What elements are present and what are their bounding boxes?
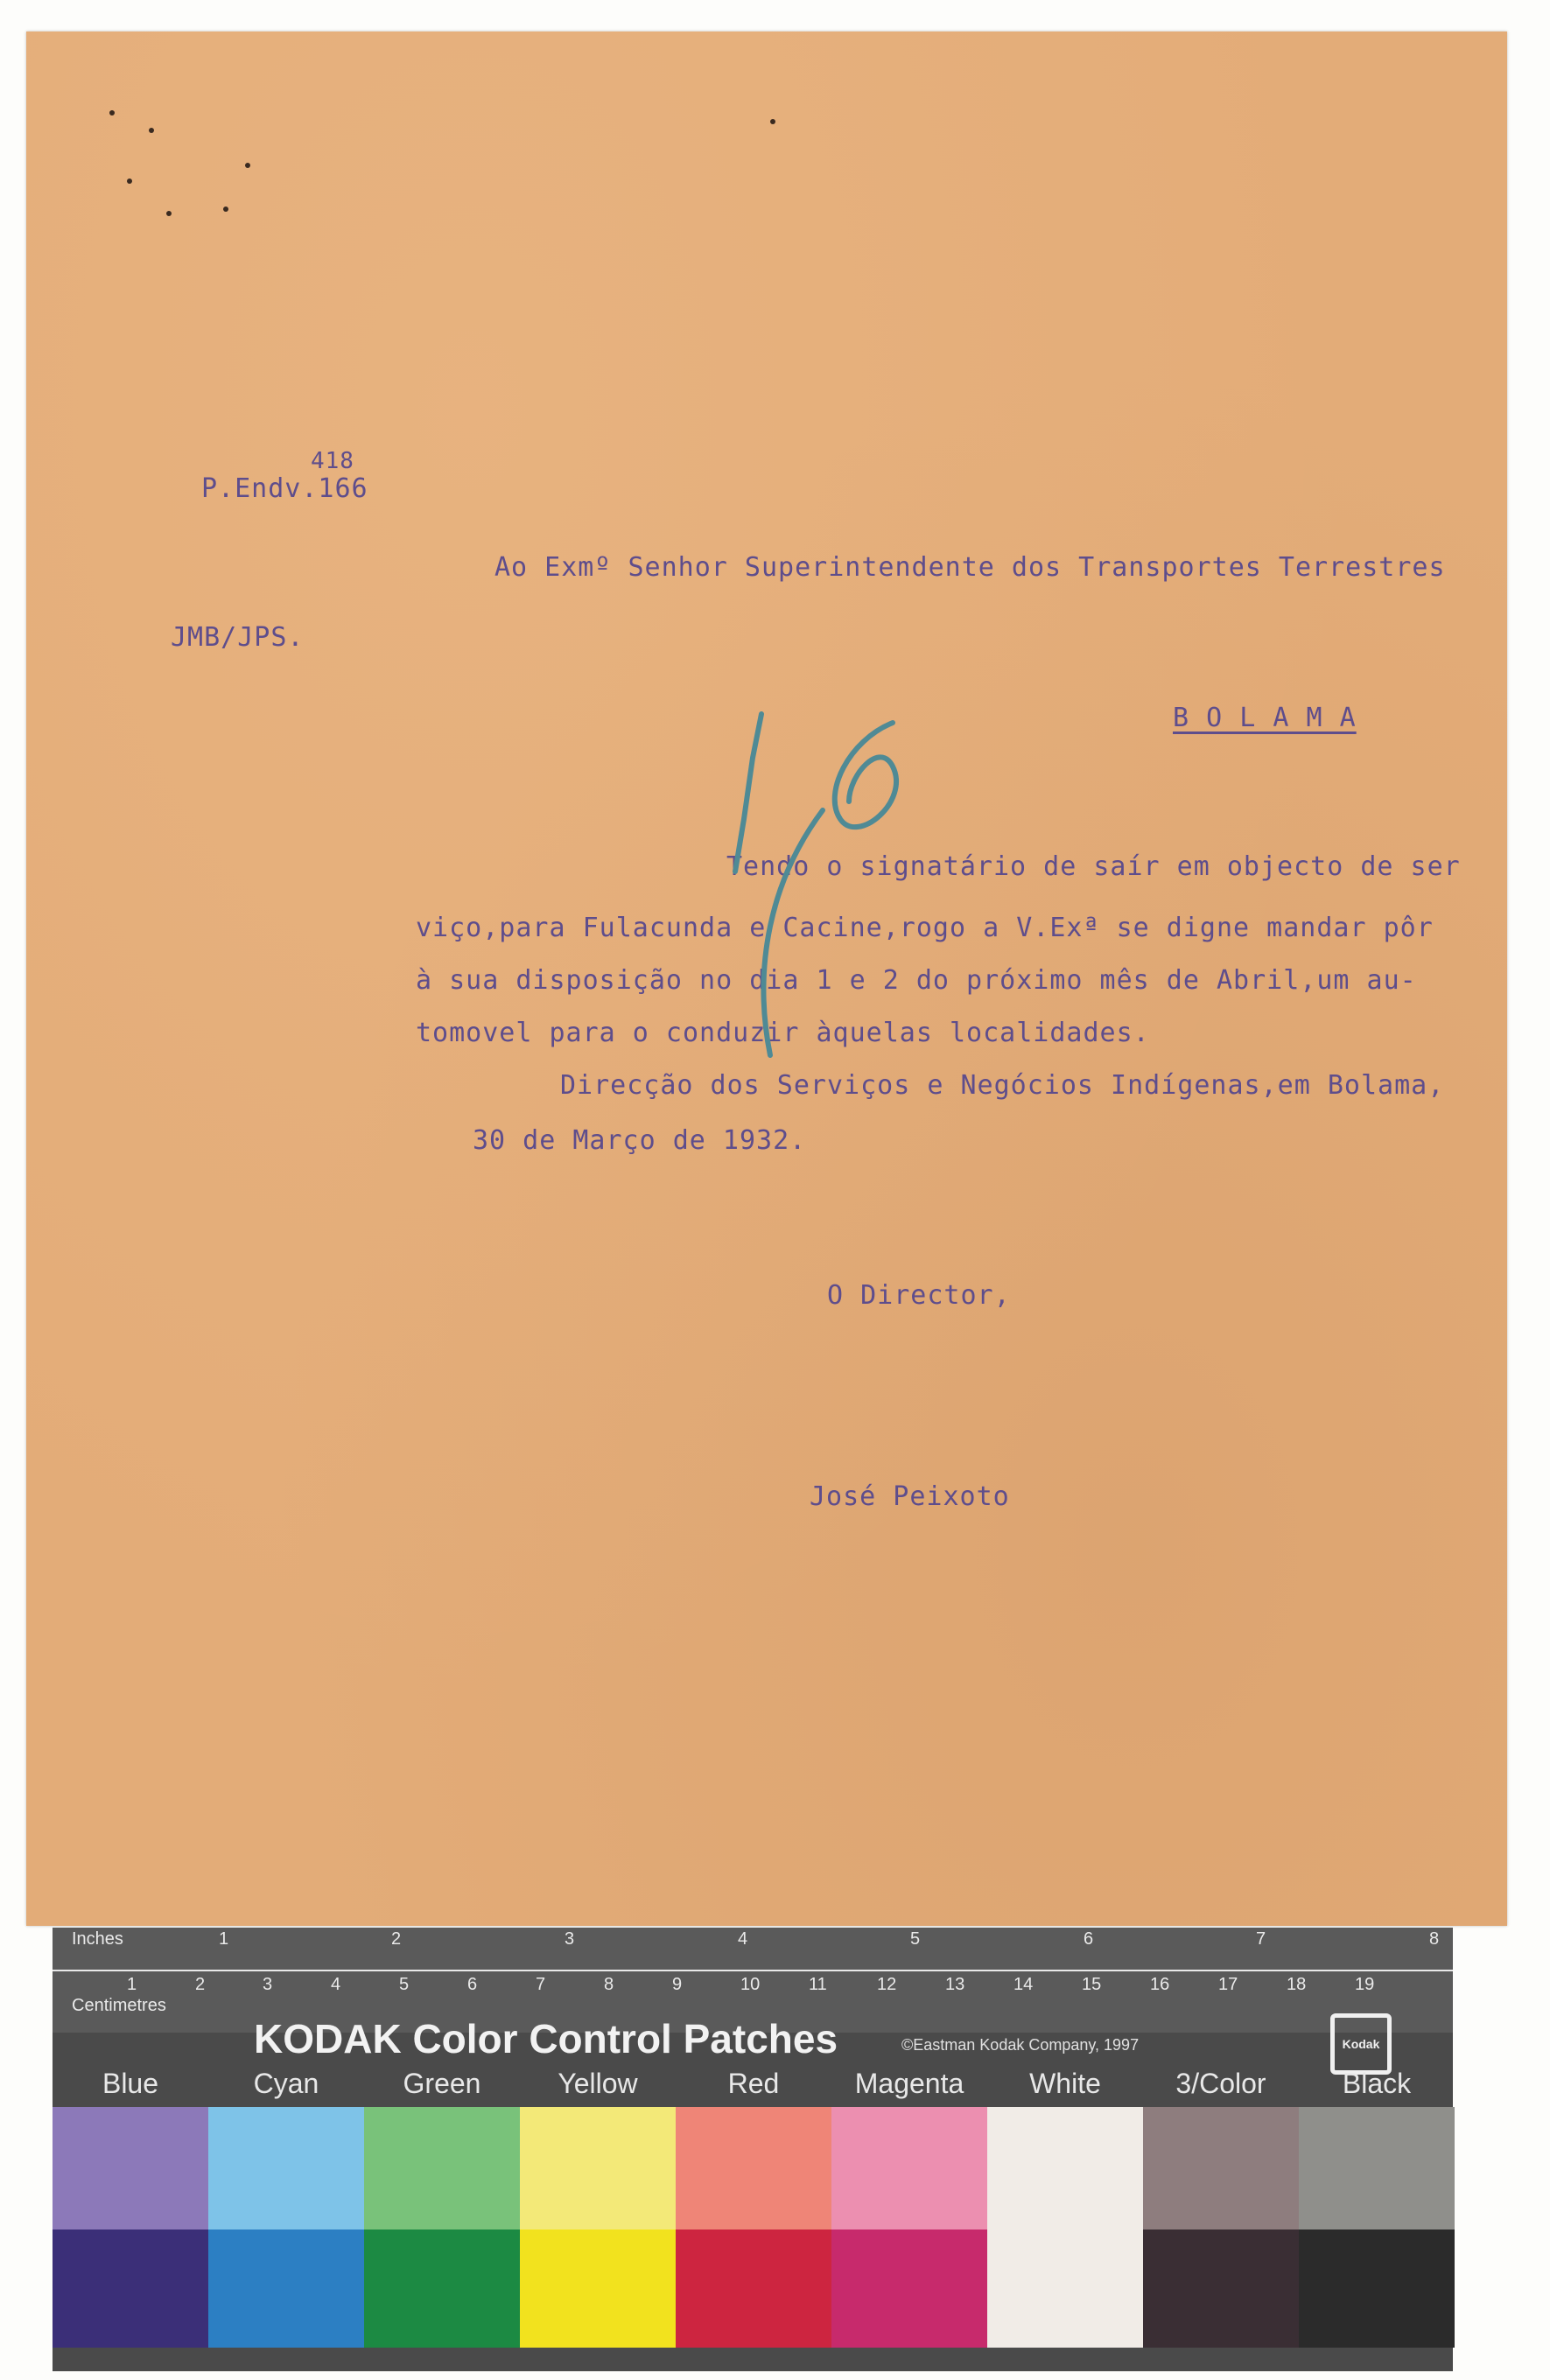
inch-tick: 3 <box>565 1929 575 1949</box>
cm-tick: 4 <box>331 1975 341 1994</box>
color-patch-top <box>364 2107 520 2230</box>
ink-speck <box>223 206 228 212</box>
color-patch-top <box>831 2107 987 2230</box>
inch-tick: 4 <box>738 1929 748 1949</box>
closing: O Director, <box>827 1280 1011 1311</box>
inch-tick: 2 <box>391 1929 402 1949</box>
body-line-1: Tendo o signatário de saír em objecto de ser <box>726 851 1461 882</box>
cm-tick: 7 <box>536 1975 546 1994</box>
document-page <box>26 32 1507 1926</box>
patch-label-magenta: Magenta <box>854 2068 964 2099</box>
body-line-4: tomovel para o conduzir àquelas localidades. <box>416 1018 1150 1048</box>
inch-tick: 6 <box>1084 1929 1094 1949</box>
color-patch-bottom <box>520 2230 676 2348</box>
cm-tick: 10 <box>740 1975 761 1994</box>
place-heading: B O L A M A <box>1173 703 1357 733</box>
color-patch-top <box>987 2107 1143 2230</box>
kodak-logo-icon: Kodak <box>1330 2013 1392 2075</box>
color-patch-bottom <box>208 2230 364 2348</box>
color-patch-top <box>676 2107 831 2230</box>
cm-tick: 11 <box>809 1975 827 1994</box>
kodak-color-control-strip <box>53 1928 1453 2371</box>
cm-tick: 15 <box>1082 1975 1102 1994</box>
cm-tick: 13 <box>945 1975 965 1994</box>
cm-tick: 17 <box>1218 1975 1238 1994</box>
patch-label-black: Black <box>1342 2068 1412 2099</box>
patch-label-red: Red <box>727 2068 780 2099</box>
date-line: 30 de Março de 1932. <box>473 1125 807 1156</box>
inch-tick: 1 <box>219 1929 229 1949</box>
color-patch-bottom <box>364 2230 520 2348</box>
color-patch-top <box>520 2107 676 2230</box>
ink-speck <box>127 178 132 184</box>
reference-number: 418 <box>311 448 354 474</box>
color-patch-bottom <box>987 2230 1143 2348</box>
signatory-name: José Peixoto <box>810 1481 1010 1512</box>
color-patch-bottom <box>1299 2230 1455 2348</box>
body-line-2: viço,para Fulacunda e Cacine,rogo a V.Exª se digne mandar pôr <box>416 913 1434 943</box>
patch-label-cyan: Cyan <box>253 2068 319 2099</box>
cm-tick: 3 <box>263 1975 273 1994</box>
body-line-5: Direcção dos Serviços e Negócios Indígenas,em Bolama, <box>560 1070 1445 1101</box>
cm-tick: 12 <box>877 1975 897 1994</box>
ink-speck <box>149 128 154 133</box>
patch-label-blue: Blue <box>102 2068 159 2099</box>
color-patch-top <box>53 2107 208 2230</box>
color-patch-bottom <box>53 2230 208 2348</box>
inches-label: Inches <box>72 1929 123 1949</box>
kodak-title: KODAK Color Control Patches <box>254 2016 838 2062</box>
cm-tick: 18 <box>1287 1975 1307 1994</box>
patch-label-yellow: Yellow <box>558 2068 638 2099</box>
ink-speck <box>245 163 250 168</box>
reference-code: P.Endv.166 <box>201 473 368 504</box>
handwritten-note <box>718 705 928 1090</box>
cm-tick: 19 <box>1355 1975 1375 1994</box>
ink-speck <box>770 119 775 124</box>
addressee-line: Ao Exmº Senhor Superintendente dos Transportes Terrestres <box>494 552 1446 583</box>
color-patch-top <box>208 2107 364 2230</box>
color-patch-bottom <box>1143 2230 1299 2348</box>
inch-tick: 8 <box>1429 1929 1440 1949</box>
cm-tick: 16 <box>1150 1975 1170 1994</box>
initials: JMB/JPS. <box>171 622 305 653</box>
kodak-copyright: ©Eastman Kodak Company, 1997 <box>901 2036 1140 2054</box>
cm-tick: 8 <box>604 1975 614 1994</box>
patch-label-3color: 3/Color <box>1175 2068 1266 2099</box>
patch-label-green: Green <box>403 2068 481 2099</box>
ink-speck <box>166 211 172 216</box>
color-patch-top <box>1299 2107 1455 2230</box>
cm-tick: 6 <box>467 1975 478 1994</box>
cm-tick: 9 <box>672 1975 683 1994</box>
patch-label-white: White <box>1029 2068 1101 2099</box>
patch-labels <box>53 2068 1453 2103</box>
color-patch-bottom <box>676 2230 831 2348</box>
ink-speck <box>109 110 115 116</box>
color-patch-top <box>1143 2107 1299 2230</box>
color-patch-bottom <box>831 2230 987 2348</box>
centimetres-label: Centimetres <box>72 1996 166 2015</box>
cm-tick: 14 <box>1013 1975 1034 1994</box>
inch-tick: 5 <box>910 1929 921 1949</box>
cm-tick: 1 <box>127 1975 137 1994</box>
cm-tick: 2 <box>195 1975 206 1994</box>
inch-tick: 7 <box>1256 1929 1266 1949</box>
body-line-3: à sua disposição no dia 1 e 2 do próximo mês de Abril,um au- <box>416 965 1417 996</box>
cm-tick: 5 <box>399 1975 410 1994</box>
